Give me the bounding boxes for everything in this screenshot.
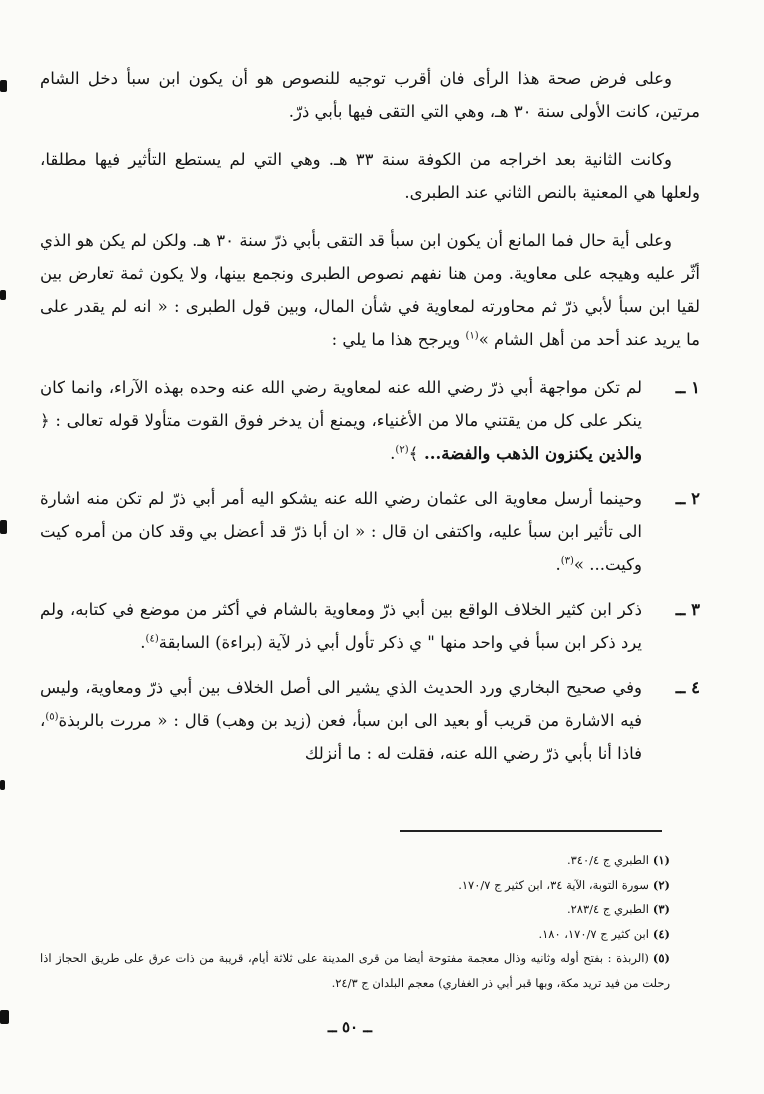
item-text [40,371,642,470]
scan-edge-mark [0,780,5,790]
item-end: . [555,555,561,574]
footnote-number: (١) [652,853,670,867]
footnote-divider [400,830,662,832]
footnote-text: سورة التوبة، الآية ٣٤، ابن كثير ج ١٧٠/٧. [458,877,649,892]
footnotes [40,848,670,995]
scan-edge-mark [0,290,6,300]
main-text [40,62,700,782]
list-item [40,593,700,659]
footnote [40,873,670,898]
footnote-ref: (٤) [145,633,159,645]
paragraph: وكانت الثانية بعد اخراجه من الكوفة سنة ٣٣ هـ. وهي التي لم يستطع التأثير فيها مطلقا، ولعلها هي المعنية بالنص الثاني عند الطبرى. [40,150,700,202]
item-body: لم تكن مواجهة أبي ذرّ رضي الله عنه لمعاوية رضي الله عنه وحده بهذه الآراء، وانما كان ينكر على كل من يقتني مالا من الأغنياء، ويمنع أن يدخر فوق القوت متأولا قوله تعالى : ﴿ [40,378,642,430]
footnote-ref: (٢) [395,444,409,456]
footnote [40,946,670,995]
footnote-text: ابن كثير ج ١٧٠/٧، ١٨٠. [538,926,649,941]
item-number: ٣ ــ [675,600,700,619]
item-text [40,482,642,581]
paragraph [40,224,700,356]
item-body: وحينما أرسل معاوية الى عثمان رضي الله عنه يشكو اليه أمر أبي ذرّ لم تكن منه اشارة الى تأثير ابن سبأ عليه، واكتفى ان قال : « ان أبا ذرّ قد أعضل بي وقد كان من أمره كيت وكيت... » [40,489,642,574]
footnote-text: الطبري ج ٢٨٣/٤. [566,902,649,916]
quran-verse: والذين يكنزون الذهب والفضة... [418,444,642,463]
footnote [40,897,670,922]
item-end: ، فاذا أنا بأبي ذرّ رضي الله عنه، فقلت له : ما أنزلك [40,711,642,763]
footnote [40,848,670,873]
scan-edge-mark [0,80,7,92]
footnote-number: (٣) [652,902,670,916]
scan-edge-mark [0,1010,9,1024]
item-number: ٢ ــ [675,489,700,508]
footnote-text: الطبري ج ٣٤٠/٤. [566,853,649,867]
item-number: ١ ــ [675,378,700,397]
list-item [40,371,700,470]
footnote-number: (٥) [652,951,670,965]
paragraph-text: وعلى أية حال فما المانع أن يكون ابن سبأ قد التقى بأبي ذرّ سنة ٣٠ هـ. ولكن لم يكن هو الذي أثّر عليه وهيجه على معاوية. ومن هنا نفهم نصوص الطبرى ونجمع بينها، ولا يكون ثمة تعارض بين لقيا ابن سبأ لأبي ذرّ ثم محاورته لمعاوية في شأن المال، وبين قول الطبرى : « انه لم يقدر على ما يريد عند أحد من أهل الشام » [40,231,700,349]
page-number: ــ ٥٠ ــ [327,1018,373,1036]
footnote-number: (٤) [652,926,670,941]
footnote-number: (٢) [652,877,670,892]
item-body: وفي صحيح البخاري ورد الحديث الذي يشير الى أصل الخلاف بين أبي ذرّ ومعاوية، وليس فيه الاشارة من قريب أو بعيد الى ابن سبأ، فعن (زيد بن وهب) قال : « مررت بالربذة [40,678,642,730]
item-text [40,671,642,770]
paragraph: وعلى فرض صحة هذا الرأى فان أقرب توجيه للنصوص هو أن يكون ابن سبأ دخل الشام مرتين، كانت الأولى سنة ٣٠ هـ، وهي التي التقى فيها بأبي ذرّ. [40,69,700,121]
footnote-text: (الربذة : بفتح أوله وثانيه وذال معجمة مفتوحة أيضا من قرى المدينة على ثلاثة أيام، قريبة من ذات عرق على طريق الحجاز اذا رحلت من فيد تريد مكة، وبها قبر أبي ذر الغفاري) معجم البلدان ج ٢٤/٣. [40,951,670,990]
item-text [40,593,642,659]
footnote-ref: (٥) [45,711,59,723]
list-item [40,482,700,581]
item-end: . [140,633,146,652]
footnote-ref: (٣) [560,555,574,567]
footnote [40,922,670,947]
quran-bracket: ﴾ [408,444,419,463]
paragraph-text: ويرجح هذا ما يلي : [331,330,466,349]
scan-edge-mark [0,520,7,534]
item-body: ذكر ابن كثير الخلاف الواقع بين أبي ذرّ ومعاوية بالشام في أكثر من موضع في كتابه، ولم يرد ذكر ابن سبأ في واحد منها " ي ذكر تأول أبي ذر لآية (براءة) السابقة [40,600,642,652]
list-item [40,671,700,770]
item-number: ٤ ــ [675,678,700,697]
item-end: . [390,444,396,463]
footnote-ref: (١) [465,330,479,342]
